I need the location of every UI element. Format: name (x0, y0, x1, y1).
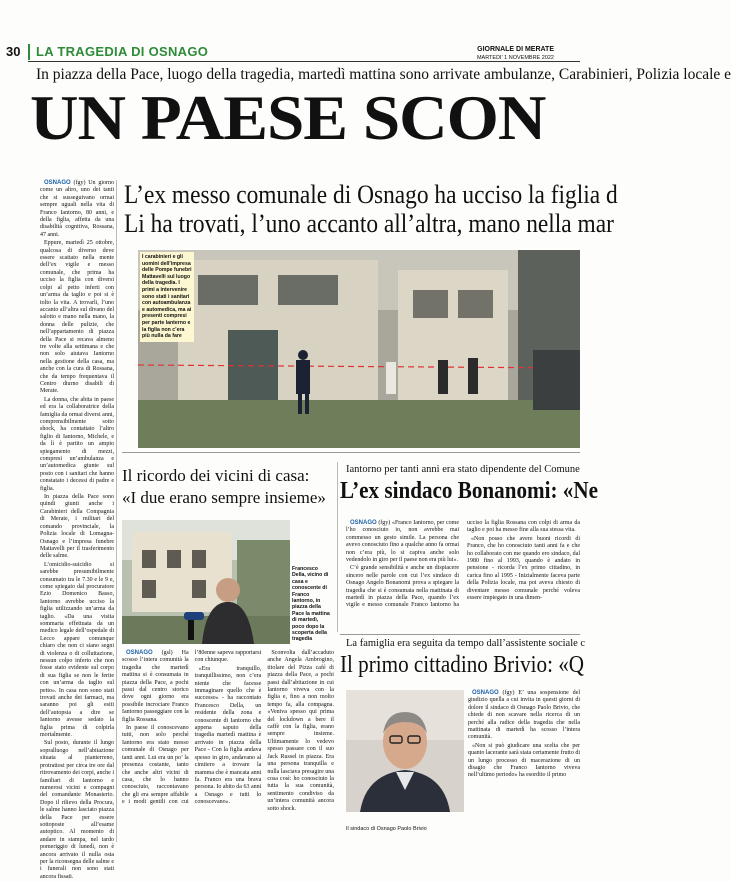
article-paragraph: C’è grande sensibilità e anche un dispiacere sincero nelle parole con cui l’ex sindaco di Osnago Angelo Bonanomi prova a spiegare la tragedia che si è consumata nella mattinata di martedì in piazza della Pace, quando l’ex vigile e messo comunale Franco Iantorno ha ucciso la figlia Rossana con colpi di arma da taglio e poi ha messo fine alla sua stessa vita. (346, 520, 580, 609)
article-paragraph: L’omicidio-suicidio si sarebbe presumibilmente consumato tra le 7.30 e le 9 e, come spiegato dal procuratore Ezio Domenico Basso, Iantorno avrebbe ucciso la figlia utilizzando un’arma da taglio. «Da una visita sommaria effettuata da un medico legale dell’ospedale di Lecco appare comunque chiaro che non ci siano segni di violenza o di colluttazione, nessun colpo inferto che non fosse stato evidente sul corpo di sua figlia se non le ferite con un’arma da taglio sul petto». In casa non sono stati trovati anche dei farmaci, ma saranno poi gli esiti dell’autopsia a dire se Iantorno avesse sedato la figlia prima di colpirla mortalmente. (40, 561, 114, 739)
crime-scene-photo (138, 250, 580, 448)
publication-info (477, 46, 554, 62)
article-paragraph: Sul posto, durante il lungo sopralluogo nell’abitazione situata al pianterreno, protrattosi per circa tre ore dal ritrovamento dei corpi, anche i familiari di Iantorno e numerosi vicini e compagni del comandante Monasterio. Dopo il rilievo della Procura, le salme hanno lasciato piazza della Pace per essere sottoposte all’esame autoptico. Al momento di andare in stampa, nel tardo pomeriggio di lunedì, non è ancora arrivato il nulla osta per la riconsegna delle salme e i funerali non sono stati ancora fissati. (40, 740, 114, 880)
left-column-article (40, 180, 114, 882)
article-paragraph: OSNAGO (fgy) «Franco Iantorno, per come l’ho conosciuto io, non avrebbe mai commesso un gesto simile. La persona che avevo conosciuto fino a qualche anno fa ormai non c’era più, lo si capiva anche solo vedendolo in giro per il paese non era più lui». (346, 520, 459, 564)
bonanomi-headline: L’ex sindaco Bonanomi: «Ne (340, 478, 598, 504)
section-rule (340, 634, 580, 635)
location-tag: OSNAGO (126, 650, 153, 656)
column-divider (116, 180, 117, 842)
neighbors-kicker: Il ricordo dei vicini di casa: (122, 466, 310, 485)
subheadline-line-1: L’ex messo comunale di Osnago ha ucciso la figlia d (124, 180, 618, 209)
crime-scene-illustration (138, 250, 580, 448)
publication-date: MARTEDI' 1 NOVEMBRE 2022 (476, 55, 554, 61)
article-paragraph: OSNAGO (fgy) Un giorno come un altro, uno dei tanti che si susseguivano ormai sempre uguali nella vita di Franco Iantorno, 80 anni, e della figlia, affetta da una disabilità cognitiva, Rossana, 47 anni. (40, 180, 114, 238)
neighbor-interview-photo (122, 520, 290, 644)
article-paragraph: In piazza della Pace sono quindi giunti anche i Carabinieri della Compagnia di Merate, i militari del comando provinciale, la Polizia locale di Lomagna-Osnago e l’impresa funebre Mattavelli per il trasferimento delle salme. (40, 494, 114, 560)
page-number: 30 (6, 44, 21, 59)
location-tag: OSNAGO (350, 520, 377, 526)
bonanomi-kicker: Iantorno per tanti anni era stato dipendente del Comune (346, 464, 580, 475)
section-title: LA TRAGEDIA DI OSNAGO (36, 44, 209, 59)
article-paragraph: Sconvolta dall’accaduto anche Angela Ambrogino, titolare del Pizza café di piazza della Pace, a pochi passi dall’abitazione in cui Iantorno viveva con la figlia e, fino a non molto tempo fa, alla compagna. «Veniva spesso qui prima del lockdown a bere il caffè con la figlia, erano sempre insieme. Ultimamente lo vedevo spesso passare con il suo Jack Russel in piazza. Era una persona tranquilla e nulla lasciava presagire una cosa così: ho conosciuto la tutta la sua comunità, sentimento condiviso da un’intera comunità ancora sotto shock. (267, 650, 334, 812)
subheadline-line-2: Li ha trovati, l’uno accanto all’altra, mano nella mar (124, 209, 614, 238)
article-paragraph: Eppure, martedì 25 ottobre, qualcosa di diverso deve essere scattato nella mente dell’ex vigile e messo comunale, che prima ha ucciso la figlia con diversi colpi al petto inferti con un’arma da taglio e poi si è tolto la vita. A trovarli, l’uno accanto all’altra sul divano del salotto e mano nella mano, la donna delle pulizie, che nell’appartamento di piazza della Pace si recava almeno tre volte alla settimana e che non solo aiutava Iantorno nella gestione della casa, ma anche con la cura di Rossana, che da tempo frequentava il Centro diurno disabili di Merate. (40, 240, 114, 395)
article-paragraph: La donna, che abita in paese ed era la collaboratrice della famiglia da ormai diversi anni, comprensibilmente sotto shock, ha contattato l’altro figlio di Iantorno, Michele, e da lì è partito un ampio spiegamento di mezzi, compresi un’ambulanza e un’automedica giunte sul posto con i sanitari che hanno constatato i decessi di padre e figlia. (40, 396, 114, 492)
column-divider (337, 462, 338, 632)
location-tag: OSNAGO (472, 690, 499, 696)
section-rule (122, 452, 580, 453)
subheadline (124, 180, 618, 238)
article-paragraph: In paese il conoscevano tutti, non solo perché Iantorno era stato messo comunale di Osnago per tanti anni. Lui era un po’ la presenza costante, tanto che anche altri vicini di casa, che lo hanno conosciuto, raccontavano che gli era sempre affabile e i modi gentili con cui l’80enne sapeva rapportarsi con chiunque. (122, 650, 262, 806)
bonanomi-article (346, 520, 580, 610)
brivio-article (468, 690, 580, 781)
neighbor-illustration (122, 520, 290, 644)
mayor-illustration (346, 690, 464, 812)
brivio-kicker: La famiglia era seguita da tempo dall’assistente sociale c (346, 638, 586, 649)
article-paragraph: OSNAGO (gsl) Ha scosso l’intera comunità la tragedia che martedì mattina si è consumata in piazza della Pace, a pochi passi dal centro storico dove ogni giorno era possibile incrociare Franco Iantorno passeggiare con la figlia Rossana. (122, 650, 189, 723)
article-paragraph: OSNAGO (fgy) E’ una sospensione del giudizio quella a cui invita in questi giorni di dolore il sindaco di Osnago Paolo Brivio, che chiede di non scavare nella ricerca di un perché alla radice della tragedia che nella mattinata di martedì ha scosso l’intera comunità. (468, 690, 581, 741)
brivio-headline: Il primo cittadino Brivio: «Q (340, 652, 585, 678)
header-rule (28, 61, 580, 62)
location-tag: OSNAGO (44, 180, 71, 186)
photo-caption: I carabinieri e gli uomini dell’impresa delle Pompe funebri Mattavelli sul luogo della tragedia. I primi a intervenire sono stati i sanitari con autoambulanza e automedica, ma ai presenti compresi per parte lanterno e la figlia non c’era più nulla da fare (140, 252, 194, 342)
article-paragraph: «Non si può giudicare una scelta che per quanto lacerante sarà stata certamente frutto di un lungo processo di macerazione di un disagio che Franco Iantorno viveva nell’ultimo periodo» ha esordito il primo (468, 742, 580, 779)
neighbors-headline: «I due erano sempre insieme» (122, 488, 326, 507)
mayor-portrait-photo (346, 690, 464, 812)
publication-name: GIORNALE DI MERATE (477, 46, 554, 53)
neighbors-article (122, 650, 334, 813)
header-divider (28, 44, 30, 60)
article-paragraph: «Era tranquillo, tranquillissimo, non c’era niente che facesse immaginare quello che è successo» - ha raccontato Francesco Della, un residente della zona e conoscente di Iantorno che appena saputo della tragedia martedì mattina è arrivato in piazza della Pace - Con la figlia andava spesso in giro, andavano al cimitero a trovare la mamma che è mancata anni fa. Franco era una brava persona. Io abito da 63 anni a Osnago e tutti lo conoscevano». (194, 665, 262, 806)
neighbor-photo-caption: Francesco Della, vicino di casa e conoscente di Franco Iantorno, in piazza della Pace la mattina di martedì, poco dopo la scoperta della tragedia (292, 566, 330, 643)
article-paragraph: «Non posso che avere buoni ricordi di Franco, che ho conosciuto tanti anni fa e che ho collaborato con me quando ero sindaco, dal 1980 fino al 1993, quando è andato in pensione - ricorda l’ex primo cittadino, in carica fino al 1995 - Inizialmente faceva parte della Polizia locale, ma poi aveva chiesto di diventare messo comunale perché voleva essere impiegato in una dimen- (467, 535, 580, 602)
main-kicker: In piazza della Pace, luogo della tragedia, martedì mattina sono arrivate ambulanze, Carabinieri, Polizia locale e (36, 66, 731, 83)
main-headline: UN PAESE SCON (30, 82, 546, 153)
mayor-photo-caption: Il sindaco di Osnago Paolo Brivio (346, 826, 427, 832)
